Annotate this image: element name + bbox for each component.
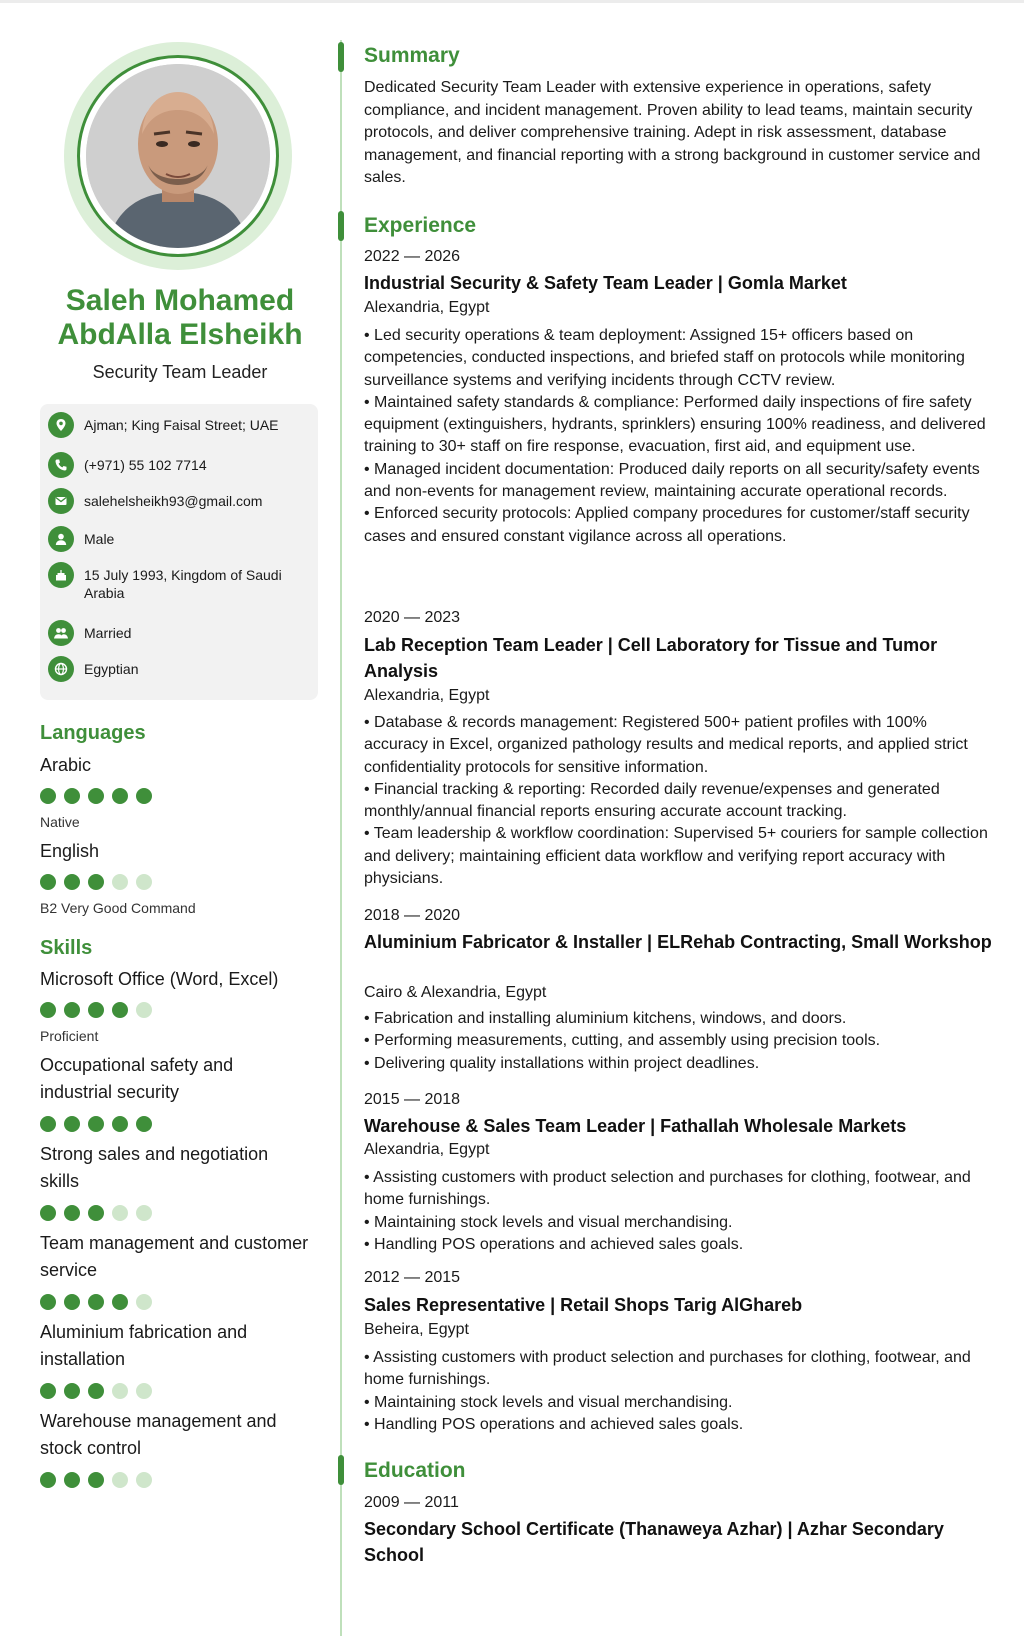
language-level-note: Native: [40, 814, 80, 830]
job-years: 2018 — 2020: [364, 907, 461, 924]
job-bullet: • Maintained safety standards & compliance: Performed daily inspections of fire safety equipment (extinguishers, hydrants, sprinklers) ensuring 100% readiness, and delivered training to 30+ staff on fire response, evacuation, first aid, and equipment use.: [364, 392, 994, 459]
rating-dot-empty: [112, 1205, 128, 1221]
rating-dot-empty: [136, 1002, 152, 1018]
skill-level: [40, 1294, 160, 1310]
education-marker: [338, 1455, 344, 1485]
contact-marital: Married: [84, 625, 132, 641]
skill-level: [40, 1116, 160, 1132]
job-bullet: • Team leadership & workflow coordination: Supervised 5+ couriers for sample collection and delivery; maintaining efficient data workflow and verifying report accuracy with physicians.: [364, 823, 994, 890]
contact-item-gender: [48, 526, 304, 552]
skill-name: Team management and customer service: [40, 1233, 309, 1280]
job-bullet: • Enforced security protocols: Applied company procedures for customer/staff security cases and ensured constant vigilance across all operations.: [364, 503, 994, 548]
job-title: Aluminium Fabricator & Installer | ELRehab Contracting, Small Workshop: [364, 932, 992, 952]
rating-dot-filled: [136, 788, 152, 804]
rating-dot-filled: [88, 1205, 104, 1221]
rating-dot-filled: [88, 788, 104, 804]
rating-dot-filled: [40, 1472, 56, 1488]
job-title: Lab Reception Team Leader | Cell Laboratory for Tissue and Tumor Analysis: [364, 635, 938, 681]
rating-dot-filled: [64, 1002, 80, 1018]
contact-item-nationality: [48, 656, 304, 682]
job-bullets: [364, 325, 994, 548]
phone-icon: [48, 452, 74, 478]
job-location: Beheira, Egypt: [364, 1321, 469, 1338]
contact-phone[interactable]: (+971) 55 102 7714: [84, 457, 207, 473]
job-bullet: • Assisting customers with product selection and purchases for clothing, footwear, and home furnishings.: [364, 1347, 994, 1392]
job-location: Alexandria, Egypt: [364, 1141, 490, 1158]
skill-name: Microsoft Office (Word, Excel): [40, 969, 279, 989]
language-name: English: [40, 841, 100, 861]
job-bullet: • Fabrication and installing aluminium kitchens, windows, and doors.: [364, 1008, 994, 1030]
contact-item-phone: [48, 452, 304, 478]
job-bullet: • Handling POS operations and achieved sales goals.: [364, 1414, 994, 1436]
candidate-name: [40, 284, 320, 352]
rating-dot-filled: [40, 874, 56, 890]
contact-birth: 15 July 1993, Kingdom of Saudi Arabia: [84, 567, 282, 601]
contact-nationality: Egyptian: [84, 661, 139, 677]
rating-dot-filled: [88, 1383, 104, 1399]
contact-gender: Male: [84, 531, 115, 547]
skill-level: [40, 1472, 160, 1488]
rating-dot-empty: [136, 874, 152, 890]
languages-heading: Languages: [40, 722, 146, 744]
rating-dot-filled: [64, 1383, 80, 1399]
globe-icon: [48, 656, 74, 682]
contact-item-birth: [48, 562, 304, 602]
job-years: 2015 — 2018: [364, 1091, 461, 1108]
rating-dot-filled: [88, 1116, 104, 1132]
job-bullet: • Maintaining stock levels and visual merchandising.: [364, 1212, 994, 1234]
location-pin-icon: [48, 412, 74, 438]
rating-dot-filled: [88, 1002, 104, 1018]
rating-dot-filled: [136, 1116, 152, 1132]
rating-dot-filled: [112, 1116, 128, 1132]
email-icon: [48, 488, 74, 514]
job-bullet: • Maintaining stock levels and visual merchandising.: [364, 1392, 994, 1414]
rating-dot-filled: [64, 1116, 80, 1132]
education-years: 2009 — 2011: [364, 1494, 459, 1511]
job-location: Alexandria, Egypt: [364, 687, 490, 704]
language-level-arabic: [40, 788, 160, 804]
skill-level: [40, 1002, 160, 1018]
rating-dot-empty: [136, 1205, 152, 1221]
job-bullets: [364, 712, 994, 890]
rating-dot-filled: [112, 1002, 128, 1018]
job-bullets: [364, 1008, 994, 1075]
rating-dot-filled: [40, 1383, 56, 1399]
profile-photo: [86, 64, 270, 248]
couple-icon: [48, 620, 74, 646]
rating-dot-filled: [64, 1472, 80, 1488]
job-years: 2022 — 2026: [364, 248, 461, 265]
summary-text: Dedicated Security Team Leader with extensive experience in operations, safety compliance, and incident management. Proven ability to lead teams, maintain security protocols, and deliver comprehensive training. Adept in risk assessment, database management, and financial reporting with a strong background in customer service and sales.: [364, 79, 981, 186]
contact-item-email: [48, 488, 304, 514]
summary-heading: Summary: [364, 44, 460, 67]
rating-dot-filled: [88, 874, 104, 890]
job-years: 2012 — 2015: [364, 1269, 461, 1286]
birthday-cake-icon: [48, 562, 74, 588]
timeline-divider: [340, 40, 342, 1636]
rating-dot-empty: [136, 1294, 152, 1310]
profile-photo-frame: [64, 42, 292, 270]
job-bullets: [364, 1167, 994, 1256]
rating-dot-empty: [112, 1383, 128, 1399]
job-bullet: • Delivering quality installations within project deadlines.: [364, 1053, 994, 1075]
experience-marker: [338, 211, 344, 241]
person-icon: [48, 526, 74, 552]
rating-dot-filled: [112, 1294, 128, 1310]
skill-name: Occupational safety and industrial security: [40, 1055, 234, 1102]
rating-dot-filled: [40, 788, 56, 804]
job-bullet: • Managed incident documentation: Produced daily reports on all security/safety events and non-events for management review, maintaining accurate operational records.: [364, 459, 994, 504]
job-bullet: • Handling POS operations and achieved sales goals.: [364, 1234, 994, 1256]
rating-dot-filled: [88, 1294, 104, 1310]
experience-heading: Experience: [364, 214, 477, 237]
rating-dot-empty: [136, 1383, 152, 1399]
skill-name: Warehouse management and stock control: [40, 1411, 277, 1458]
contact-item-marital: [48, 620, 304, 646]
job-title: Sales Representative | Retail Shops Tarig AlGhareb: [364, 1295, 803, 1315]
rating-dot-filled: [40, 1116, 56, 1132]
job-years: 2020 — 2023: [364, 609, 461, 626]
language-name: Arabic: [40, 755, 92, 775]
contact-address: Ajman; King Faisal Street; UAE: [84, 417, 279, 433]
skills-heading: Skills: [40, 937, 93, 959]
rating-dot-filled: [40, 1205, 56, 1221]
job-location: Alexandria, Egypt: [364, 299, 490, 316]
rating-dot-filled: [40, 1294, 56, 1310]
name-line-2: AbdAlla Elsheikh: [57, 318, 303, 351]
rating-dot-filled: [64, 1205, 80, 1221]
rating-dot-empty: [112, 874, 128, 890]
job-bullets: [364, 1347, 994, 1436]
rating-dot-filled: [64, 788, 80, 804]
education-heading: Education: [364, 1459, 466, 1482]
language-level-english: [40, 874, 160, 890]
skill-level: [40, 1205, 160, 1221]
job-title: Warehouse & Sales Team Leader | Fathallah Wholesale Markets: [364, 1116, 907, 1136]
rating-dot-filled: [64, 874, 80, 890]
job-title: Industrial Security & Safety Team Leader | Gomla Market: [364, 273, 847, 293]
skill-level-note: Proficient: [40, 1028, 99, 1044]
name-line-1: Saleh Mohamed: [65, 284, 295, 317]
education-title: Secondary School Certificate (Thanaweya Azhar) | Azhar Secondary School: [364, 1519, 944, 1565]
summary-marker: [338, 42, 344, 72]
job-location: Cairo & Alexandria, Egypt: [364, 984, 547, 1001]
language-level-note: B2 Very Good Command: [40, 900, 196, 916]
job-bullet: • Financial tracking & reporting: Recorded daily revenue/expenses and generated monthly/annual financial reports ensuring accurate account tracking.: [364, 779, 994, 824]
rating-dot-filled: [88, 1472, 104, 1488]
skill-level: [40, 1383, 160, 1399]
skill-name: Strong sales and negotiation skills: [40, 1144, 269, 1191]
skill-name: Aluminium fabrication and installation: [40, 1322, 248, 1369]
job-bullet: • Led security operations & team deployment: Assigned 15+ officers based on competencies, conducted inspections, and briefed staff on protocols while monitoring surveillance systems and verifying incidents through CCTV review.: [364, 325, 994, 392]
rating-dot-filled: [64, 1294, 80, 1310]
job-bullet: • Database & records management: Registered 500+ patient profiles with 100% accuracy in Excel, organized pathology results and medical reports, and applied strict confidentiality protocols for sensitive information.: [364, 712, 994, 779]
job-bullet: • Performing measurements, cutting, and assembly using precision tools.: [364, 1030, 994, 1052]
contact-email[interactable]: salehelsheikh93@gmail.com: [84, 493, 263, 509]
job-role: Security Team Leader: [92, 362, 268, 382]
contact-info-panel: [40, 404, 318, 700]
contact-item-address: [48, 412, 304, 438]
top-border: [0, 0, 1024, 3]
rating-dot-filled: [112, 788, 128, 804]
job-bullet: • Assisting customers with product selection and purchases for clothing, footwear, and home furnishings.: [364, 1167, 994, 1212]
rating-dot-filled: [40, 1002, 56, 1018]
rating-dot-empty: [136, 1472, 152, 1488]
rating-dot-empty: [112, 1472, 128, 1488]
